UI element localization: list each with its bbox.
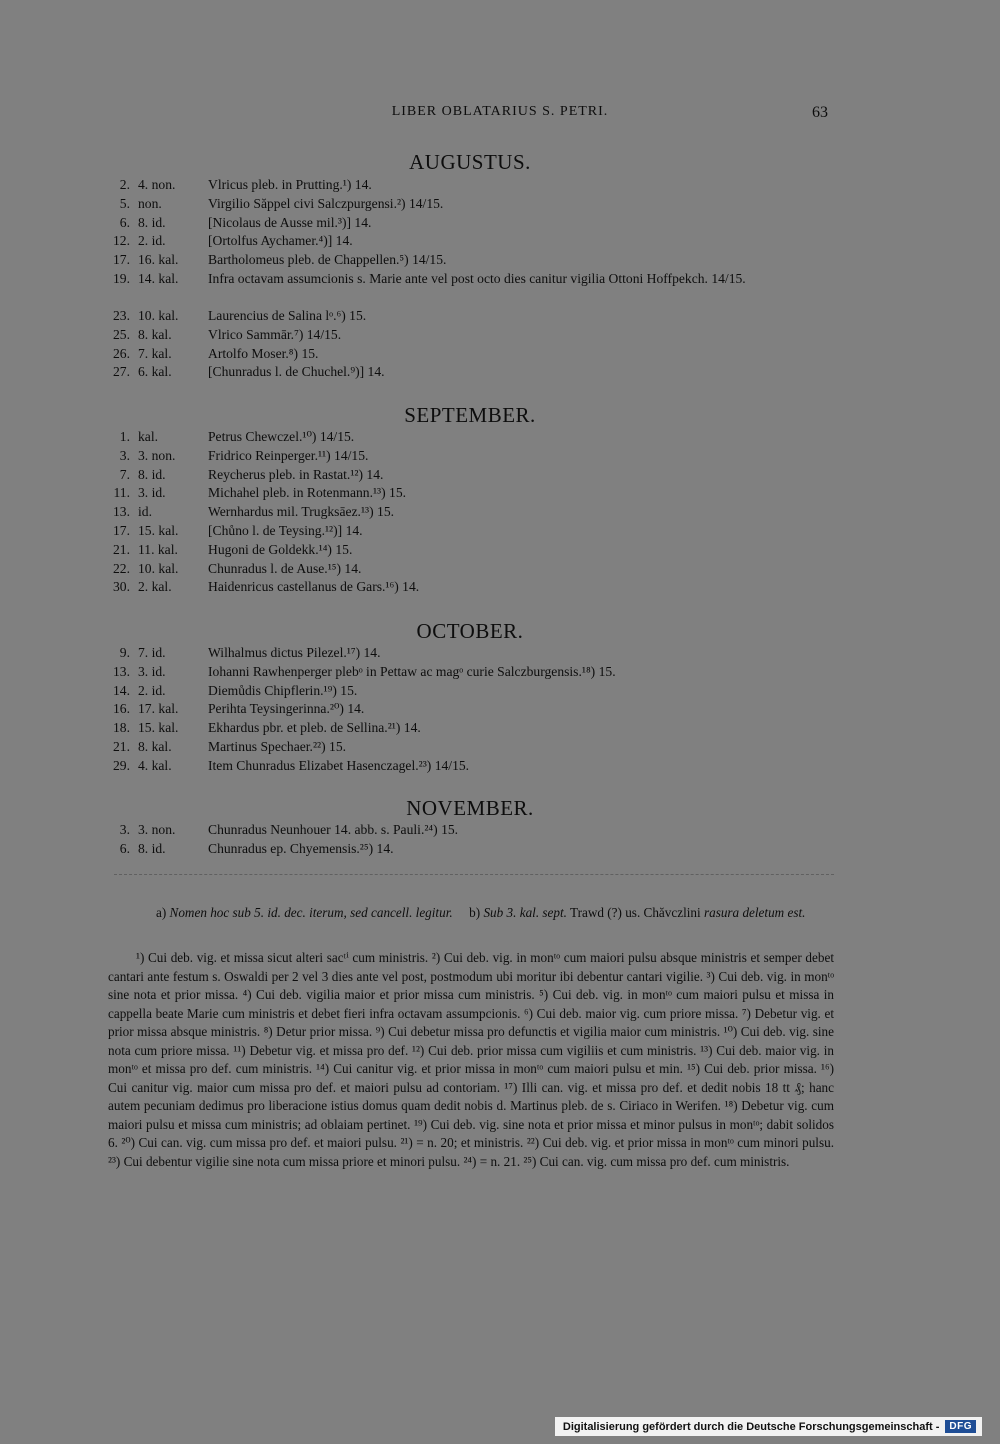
entry-calendar-date: 4. kal. — [138, 757, 172, 773]
entry-calendar-date: 3. non. — [138, 447, 176, 463]
entry-text: Hugoni de Goldekk.¹⁴) 15. — [208, 541, 353, 557]
calendar-entry — [0, 447, 1000, 466]
credit-text: Digitalisierung gefördert durch die Deutsche Forschungsgemeinschaft - — [562, 1420, 940, 1433]
calendar-entry — [0, 578, 1000, 597]
entry-day: 27. — [113, 364, 130, 380]
entry-text: Virgilio Săppel civi Salczpurgensi.²) 14/15. — [208, 195, 444, 211]
entry-day: 11. — [113, 485, 130, 501]
month-heading: OCTOBER. — [416, 619, 524, 643]
entry-text: [Chunradus l. de Chuchel.⁹)] 14. — [208, 364, 385, 380]
entry-calendar-date: 11. kal. — [138, 541, 178, 557]
entry-day: 26. — [113, 345, 130, 361]
calendar-entry — [0, 719, 1000, 738]
calendar-entry — [0, 522, 1000, 541]
note-b-text: Trawd (?) us. Chăvczlini — [570, 905, 701, 920]
entry-calendar-date: 7. kal. — [138, 345, 172, 361]
entry-day: 21. — [113, 738, 130, 754]
entry-day: 12. — [113, 233, 130, 249]
entry-text: Artolfo Moser.⁸) 15. — [208, 345, 319, 361]
entry-calendar-date: 16. kal. — [138, 252, 179, 268]
entry-calendar-date: 3. id. — [138, 485, 166, 501]
entry-calendar-date: 8. kal. — [138, 326, 172, 342]
entry-calendar-date: 10. kal. — [138, 307, 179, 323]
entry-calendar-date: id. — [138, 504, 152, 520]
calendar-entry — [0, 757, 1000, 776]
entry-day: 13. — [113, 504, 130, 520]
note-b-italic: Sub 3. kal. sept. — [483, 905, 567, 920]
entry-calendar-date: 15. kal. — [138, 522, 179, 538]
entry-calendar-date: 8. id. — [138, 840, 166, 856]
dfg-logo: DFG — [945, 1420, 976, 1433]
calendar-entry — [0, 214, 1000, 233]
entry-text: Chunradus l. de Ause.¹⁵) 14. — [208, 560, 362, 576]
note-b-italic-end: rasura deletum est. — [703, 905, 806, 920]
page-number: 63 — [812, 104, 828, 121]
entry-day: 23. — [113, 307, 130, 323]
digitization-credit — [555, 1417, 982, 1436]
entry-day: 3. — [119, 822, 130, 837]
entry-text: Martinus Spechaer.²²) 15. — [208, 738, 347, 754]
entry-calendar-date: 15. kal. — [138, 720, 179, 736]
month-entries — [0, 821, 1000, 859]
entry-text: Item Chunradus Elizabet Hasenczagel.²³) 14/15. — [208, 757, 470, 773]
entry-text: Haidenricus castellanus de Gars.¹⁶) 14. — [208, 579, 420, 595]
month-heading: NOVEMBER. — [406, 796, 534, 820]
note-a-text: Nomen hoc sub 5. id. dec. iterum, sed cancell. legitur. — [169, 905, 453, 920]
calendar-entry — [0, 682, 1000, 701]
entry-text: Infra octavam assumcionis s. Marie ante vel post octo dies canitur vigilia Ottoni Hoffpekch. 14/15. — [208, 270, 746, 286]
month-entries — [0, 644, 1000, 776]
entry-day: 2. — [119, 177, 130, 192]
entry-calendar-date: kal. — [138, 429, 159, 444]
entry-day: 25. — [113, 326, 130, 342]
entry-day: 5. — [119, 195, 130, 211]
calendar-entry — [0, 428, 1000, 447]
entry-text: Chunradus Neunhouer 14. abb. s. Pauli.²⁴) 15. — [208, 822, 459, 837]
calendar-entry — [0, 195, 1000, 214]
calendar-entry — [0, 700, 1000, 719]
calendar-entry — [0, 176, 1000, 195]
entry-calendar-date: 8. id. — [138, 466, 166, 482]
calendar-entry — [0, 326, 1000, 345]
entry-text: Wilhalmus dictus Pilezel.¹⁷) 14. — [208, 645, 381, 660]
calendar-entry — [0, 738, 1000, 757]
entry-text: Petrus Chewczel.¹⁰) 14/15. — [208, 429, 355, 444]
entry-day: 7. — [119, 466, 130, 482]
entry-day: 30. — [113, 579, 130, 595]
entry-calendar-date: 4. non. — [138, 177, 176, 192]
entry-calendar-date: 7. id. — [138, 645, 166, 660]
entry-day: 14. — [113, 682, 130, 698]
calendar-entry — [0, 251, 1000, 270]
calendar-entry — [0, 503, 1000, 522]
entry-calendar-date: 14. kal. — [138, 270, 179, 286]
entry-text: Laurencius de Salina lᵒ.⁶) 15. — [208, 307, 367, 323]
calendar-entry — [0, 345, 1000, 364]
entry-text: Reycherus pleb. in Rastat.¹²) 14. — [208, 466, 384, 482]
note-a-mark: a) — [156, 905, 167, 920]
month-heading: SEPTEMBER. — [404, 403, 536, 427]
entry-text: Iohanni Rawhenperger plebᵒ in Pettaw ac magᵒ curie Salczburgensis.¹⁸) 15. — [208, 663, 616, 679]
calendar-entry — [0, 560, 1000, 579]
entry-calendar-date: 2. id. — [138, 233, 166, 249]
calendar-entry — [0, 363, 1000, 382]
calendar-entry — [0, 644, 1000, 663]
entry-calendar-date: 3. id. — [138, 663, 166, 679]
entry-text: Chunradus ep. Chyemensis.²⁵) 14. — [208, 840, 394, 856]
month-heading: AUGUSTUS. — [409, 150, 531, 174]
footnotes — [108, 949, 834, 1172]
entry-text: [Nicolaus de Ausse mil.³)] 14. — [208, 214, 372, 230]
entry-day: 19. — [113, 270, 130, 286]
entry-calendar-date: 8. id. — [138, 214, 166, 230]
entry-text: Diemůdis Chipflerin.¹⁹) 15. — [208, 682, 358, 698]
entry-calendar-date: 17. kal. — [138, 701, 179, 717]
entry-calendar-date: non. — [138, 195, 162, 211]
entry-text: Wernhardus mil. Trugksāez.¹³) 15. — [208, 504, 395, 520]
calendar-entry — [0, 232, 1000, 251]
entry-text: Bartholomeus pleb. de Chappellen.⁵) 14/15. — [208, 252, 447, 268]
entry-text: Vlricus pleb. in Prutting.¹) 14. — [208, 177, 372, 192]
month-entries — [0, 428, 1000, 597]
calendar-entry — [0, 840, 1000, 859]
entry-day: 9. — [119, 645, 130, 660]
footnotes-text: ¹) Cui deb. vig. et missa sicut alteri sacᵗⁱ cum ministris. ²) Cui deb. vig. in monᵗᵒ cum maiori pulsu absque ministris et semper debet cantari ante festum s. Oswaldi per 2 vel 3 dies ante vel post, postmodum ubi moritur ibi debentur cantari vigilie. ³) Cui deb. vig. in monᵗᵒ sine nota et prior missa. ⁴) Cui deb. vigilia maior et prior missa cum ministris. ⁵) Cui deb. vig. in monᵗᵒ cum maiori pulsu et missa in cappella beate Marie cum ministris et debet fieri infra octavam assumpcionis. ⁶) Cui deb. maior vig. cum priore missa. ⁷) Debetur vig. et prior missa absque ministris. ⁸) Detur prior missa. ⁹) Cui debetur missa pro defunctis et vigilia maior cum ministris. ¹⁰) Cui deb. vig. sine nota cum priore missa. ¹¹) Debetur vig. et missa pro def. ¹²) Cui deb. prior missa cum vigiliis et cum ministris. ¹³) Cui deb. maior vig. in monᵗᵒ et missa pro def. cum ministris. ¹⁴) Cui canitur vig. et prior missa in monᵗᵒ cum maiori pulsu et min. ¹⁵) Cui deb. prior missa. ¹⁶) Cui canitur vig. maior cum missa pro def. et maiori pulsu ad contoriam. ¹⁷) Illi can. vig. et missa pro def. et dedit nobis 18 tt ₰; hanc autem pecuniam dedimus pro liberacione istius domus quam dedit nobis d. Martinus pleb. de s. Ciriaco in Werifen. ¹⁸) Debetur vig. cum maiori pulsu et missa cum ministris; ad oblaiam pertinet. ¹⁹) Cui deb. vig. sine nota et prior missa et minor pulsus in monᵗᵒ; dabit solidos 6. ²⁰) Cui can. vig. cum missa pro def. et maiori pulsu. ²¹) = n. 20; et ministris. ²²) Cui deb. vig. et prior missa in monᵗᵒ cum minori pulsu. ²³) Cui debentur vigilie sine nota cum missa priore et minori pulsu. ²⁴) = n. 21. ²⁵) Cui can. vig. cum missa pro def. cum ministris. — [108, 950, 834, 1170]
entry-day: 6. — [119, 840, 130, 856]
entry-day: 1. — [119, 429, 130, 444]
month-entries — [0, 176, 1000, 382]
calendar-entry — [0, 541, 1000, 560]
entry-text: Michahel pleb. in Rotenmann.¹³) 15. — [208, 485, 407, 501]
entry-text: [Ortolfus Aychamer.⁴)] 14. — [208, 233, 353, 249]
entry-day: 17. — [113, 252, 130, 268]
footnote-separator — [114, 874, 834, 877]
calendar-entry — [0, 821, 1000, 840]
entry-text: Vlrico Sammār.⁷) 14/15. — [208, 326, 342, 342]
entry-text: Perihta Teysingerinna.²⁰) 14. — [208, 701, 365, 717]
entry-day: 16. — [113, 701, 130, 717]
textual-notes — [108, 904, 834, 923]
running-title: LIBER OBLATARIUS S. PETRI. — [391, 104, 609, 119]
entry-calendar-date: 3. non. — [138, 822, 176, 837]
entry-text: [Chůno l. de Teysing.¹²)] 14. — [208, 522, 363, 538]
entry-calendar-date: 2. id. — [138, 682, 166, 698]
entry-day: 22. — [113, 560, 130, 576]
entry-day: 21. — [113, 541, 130, 557]
entry-text: Fridrico Reinperger.¹¹) 14/15. — [208, 447, 369, 463]
entry-calendar-date: 10. kal. — [138, 560, 179, 576]
calendar-entry — [0, 270, 1000, 307]
entry-calendar-date: 8. kal. — [138, 738, 172, 754]
calendar-entry — [0, 484, 1000, 503]
entry-text: Ekhardus pbr. et pleb. de Sellina.²¹) 14. — [208, 720, 421, 736]
entry-day: 3. — [119, 447, 130, 463]
note-b-mark: b) — [469, 905, 481, 920]
entry-day: 29. — [113, 757, 130, 773]
entry-day: 18. — [113, 720, 130, 736]
calendar-entry — [0, 307, 1000, 326]
entry-calendar-date: 2. kal. — [138, 579, 172, 595]
calendar-entry — [0, 663, 1000, 682]
entry-day: 17. — [113, 522, 130, 538]
entry-calendar-date: 6. kal. — [138, 364, 172, 380]
calendar-entry — [0, 466, 1000, 485]
entry-day: 6. — [119, 214, 130, 230]
entry-day: 13. — [113, 663, 130, 679]
